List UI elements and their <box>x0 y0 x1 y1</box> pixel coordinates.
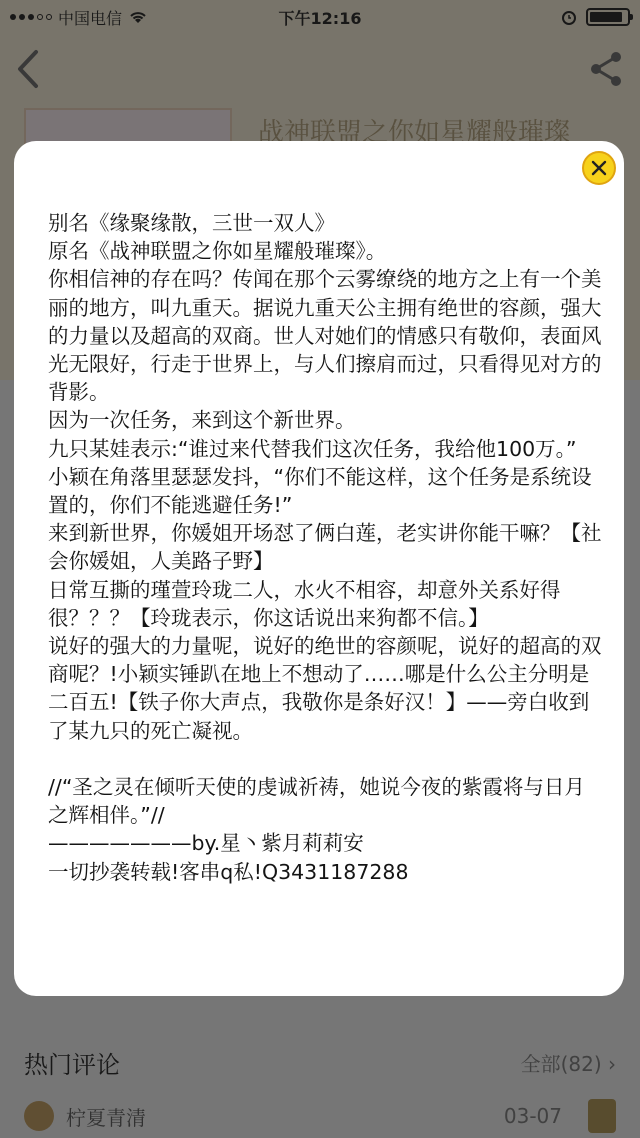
synopsis-line: ———————by.星丶紫月莉莉安 <box>48 831 364 856</box>
synopsis-line: 九只某娃表示:“谁过来代替我们这次任务，我给他100万。” <box>48 436 577 461</box>
synopsis-line: 日常互撕的瑾萱玲珑二人，水火不相容，却意外关系好得很？？？【玲珑表示，你这话说出来狗都不信。】 <box>48 577 561 630</box>
synopsis-line: 小颖在角落里瑟瑟发抖，“你们不能这样，这个任务是系统设置的，你们不能逃避任务!” <box>48 464 592 518</box>
synopsis-modal <box>14 141 624 996</box>
synopsis-line: 原名《战神联盟之你如星耀般璀璨》。 <box>48 239 387 264</box>
synopsis-line: 别名《缘聚缘散，三世一双人》 <box>48 211 335 235</box>
synopsis-line: //“圣之灵在倾听天使的虔诚祈祷，她说今夜的紫霞将与日月之辉相伴。”// <box>48 775 585 828</box>
synopsis-line: 说好的强大的力量呢，说好的绝世的容颜呢，说好的超高的双商呢？!小颖实锤趴在地上不想动了……哪是什么公主分明是二百五!【铁子你大声点，我敬你是条好汉！】——旁白收到了某九只的死亡凝视。 <box>48 634 602 743</box>
synopsis-text <box>48 209 603 886</box>
synopsis-line: 因为一次任务，来到这个新世界。 <box>48 408 356 433</box>
synopsis-line: 来到新世界，你媛姐开场怼了俩白莲，老实讲你能干嘛？【社会你媛姐，人美路子野】 <box>48 521 602 574</box>
close-icon <box>590 159 608 177</box>
synopsis-line: 一切抄袭转载!客串q私!Q3431187288 <box>48 859 409 884</box>
close-button[interactable] <box>582 151 616 185</box>
synopsis-line: 你相信神的存在吗？传闻在那个云雾缭绕的地方之上有一个美丽的地方，叫九重天。据说九重天公主拥有绝世的容颜，强大的力量以及超高的双商。世人对她们的情感只有敬仰，表面风光无限好，行走于世界上，与人们擦肩而过，只看得见对方的背影。 <box>48 267 602 405</box>
synopsis-line <box>48 745 603 773</box>
